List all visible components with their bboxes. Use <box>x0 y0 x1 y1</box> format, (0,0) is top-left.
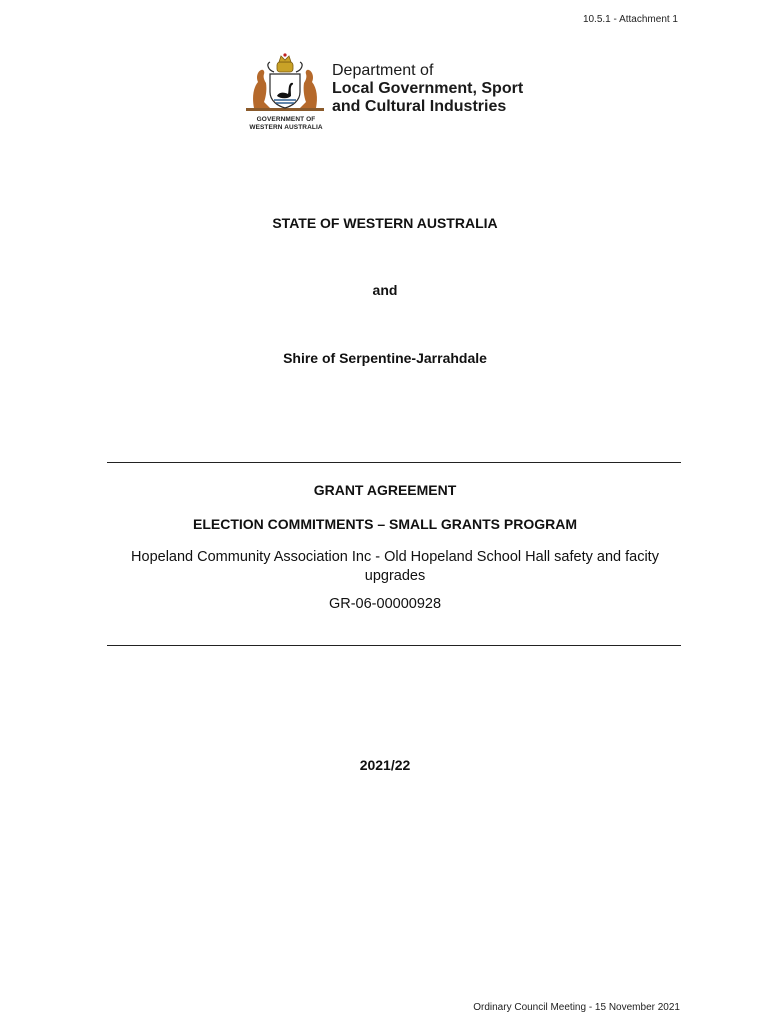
party-two: Shire of Serpentine-Jarrahdale <box>283 350 487 366</box>
financial-year: 2021/22 <box>359 757 411 773</box>
department-name-line2: Local Government, Sport <box>332 80 524 97</box>
department-logo <box>240 52 540 142</box>
party-one: STATE OF WESTERN AUSTRALIA <box>272 215 498 231</box>
department-name-line1: Department of <box>332 62 434 79</box>
attachment-label: 10.5.1 - Attachment 1 <box>582 14 678 25</box>
project-title-line2: upgrades <box>364 568 426 584</box>
grant-reference: GR-06-00000928 <box>328 596 442 612</box>
project-title-line1: Hopeland Community Association Inc - Old Hopeland School Hall safety and facity <box>131 549 659 565</box>
crest-caption-line2: WESTERN AUSTRALIA <box>249 124 323 131</box>
wa-coat-of-arms-icon <box>244 52 326 114</box>
divider-bottom <box>107 645 681 646</box>
department-name-line3: and Cultural Industries <box>332 98 507 115</box>
divider-top <box>107 462 681 463</box>
project-title <box>100 548 690 586</box>
party-connector: and <box>372 282 398 298</box>
program-name: ELECTION COMMITMENTS – SMALL GRANTS PROGRAM <box>193 516 577 532</box>
crest-caption <box>240 116 332 132</box>
footer-meeting-label: Ordinary Council Meeting - 15 November 2021 <box>473 1002 680 1013</box>
crest-caption-line1: GOVERNMENT OF <box>256 116 316 123</box>
department-name <box>332 62 523 116</box>
agreement-type: GRANT AGREEMENT <box>313 482 457 498</box>
